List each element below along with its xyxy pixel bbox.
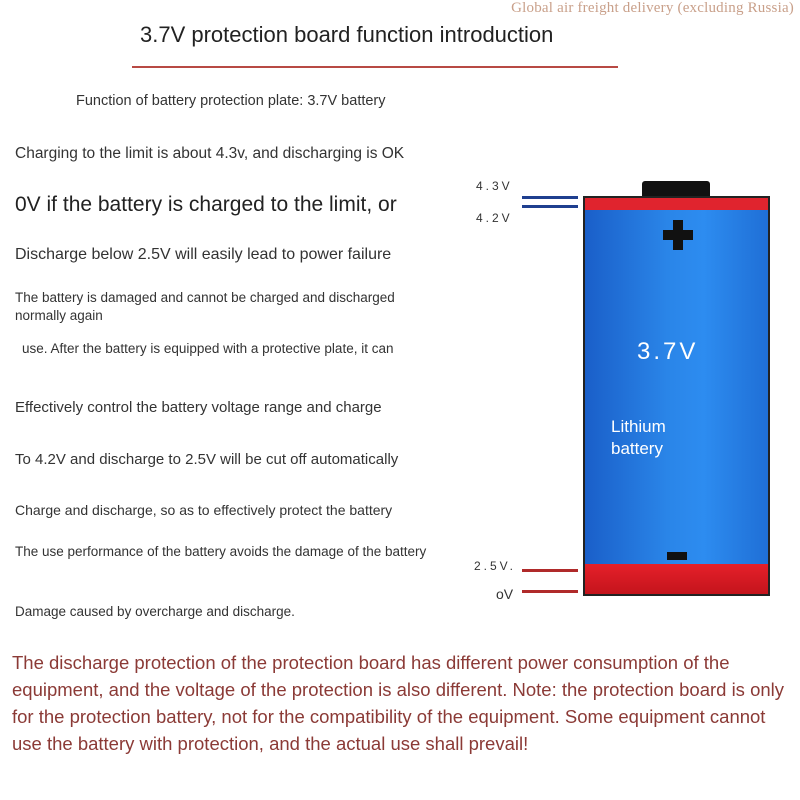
minus-icon [667,552,687,560]
mark-line-4-3v [522,196,578,199]
battery-body [583,196,770,596]
mark-line-4-2v [522,205,578,208]
mark-label-0v: oV [496,586,514,602]
battery-voltage: 3.7V [637,338,699,365]
text-line-11: Damage caused by overcharge and discharge. [15,604,295,619]
chemistry-line-2: battery [611,439,663,458]
text-line-8: To 4.2V and discharge to 2.5V will be cut off automatically [15,451,399,468]
page-title: 3.7V protection board function introduction [140,22,554,47]
chemistry-line-1: Lithium [611,417,666,436]
text-line-4: Discharge below 2.5V will easily lead to power failure [15,246,392,263]
mark-label-2-5v: 2.5V. [474,559,516,573]
mark-label-4-3v: 4.3V [476,179,513,193]
battery-bottom-band [585,564,768,594]
text-line-3: 0V if the battery is charged to the limit, or [15,193,397,216]
footer-note: The discharge protection of the protection board has different power consumption of the equipment, and the voltage of the protection is also different. Note: the protection board is only for the protection battery, not for the compatibility of the equipment. Some equipment cannot use the battery with protection, and the actual use shall prevail! [12,652,785,754]
text-line-5: The battery is damaged and cannot be charged and discharged normally again [15,290,395,323]
title-divider [132,66,618,68]
battery-top-band [585,198,768,210]
text-line-2: Charging to the limit is about 4.3v, and discharging is OK [15,145,405,162]
watermark-text: Global air freight delivery (excluding Russia) [511,0,794,16]
plus-icon-bar [663,230,693,240]
text-line-6: use. After the battery is equipped with a protective plate, it can [22,341,394,356]
battery-illustration [470,176,790,606]
battery-chemistry [611,416,666,460]
mark-line-0v [522,590,578,593]
text-line-10: The use performance of the battery avoids the damage of the battery [15,544,427,559]
text-line-9: Charge and discharge, so as to effectively protect the battery [15,502,393,518]
text-line-1: Function of battery protection plate: 3.7V battery [76,93,386,109]
text-line-7: Effectively control the battery voltage range and charge [15,399,382,416]
battery-positive-terminal [642,181,710,197]
mark-label-4-2v: 4.2V [476,211,513,225]
mark-line-2-5v [522,569,578,572]
